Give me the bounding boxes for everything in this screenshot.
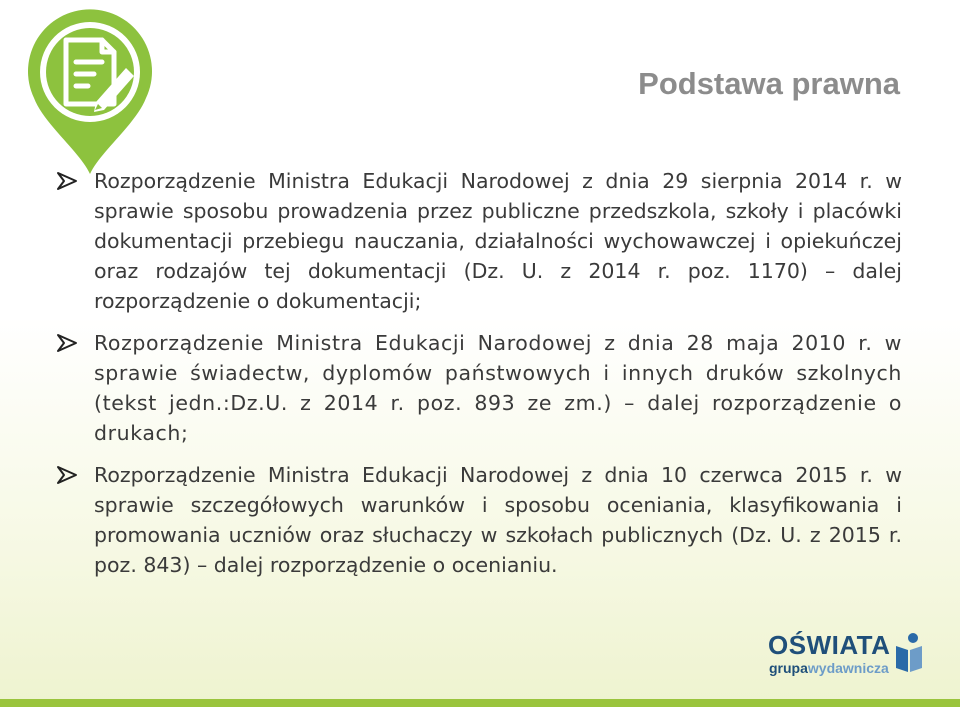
arrow-bullet-icon [56, 333, 78, 353]
list-item [56, 460, 902, 580]
logo-subtitle-a: grupa [769, 660, 808, 676]
list-item [56, 328, 902, 448]
logo-title: OŚWIATA [768, 630, 891, 660]
list-item-text: Rozporządzenie Ministra Edukacji Narodowej z dnia 10 czerwca 2015 r. w sprawie szczegółowych warunków i sposobu oceniania, klasyfikowania i promowania uczniów oraz słuchaczy w szkołach publicznych (Dz. U. z 2015 r. poz. 843) – dalej rozporządzenie o ocenianiu. [94, 463, 902, 577]
arrow-bullet-icon [56, 171, 78, 191]
page-title: Podstawa prawna [638, 66, 900, 101]
list-item [56, 166, 902, 316]
legal-basis-list [56, 166, 902, 580]
list-item-text: Rozporządzenie Ministra Edukacji Narodowej z dnia 29 sierpnia 2014 r. w sprawie sposobu prowadzenia przez publiczne przedszkola, szkoły i placówki dokumentacji przebiegu nauczania, działalności wychowawczej i opiekuńczej oraz rodzajów tej dokumentacji (Dz. U. z 2014 r. poz. 1170) – dalej rozporządzenie o dokumentacji; [94, 169, 902, 313]
document-pen-icon [22, 6, 158, 176]
logo-subtitle-b: wydawnicza [807, 660, 889, 676]
list-item-text: Rozporządzenie Ministra Edukacji Narodowej z dnia 28 maja 2010 r. w sprawie świadectw, dyplomów państwowych i innych druków szkolnych (tekst jedn.:Dz.U. z 2014 r. poz. 893 ze zm.) – dalej rozporządzenie o drukach; [94, 331, 902, 445]
logo-subtitle [769, 660, 889, 676]
book-person-icon [894, 632, 924, 674]
arrow-bullet-icon [56, 465, 78, 485]
footer-bar [0, 699, 960, 707]
publisher-logo [768, 628, 930, 684]
